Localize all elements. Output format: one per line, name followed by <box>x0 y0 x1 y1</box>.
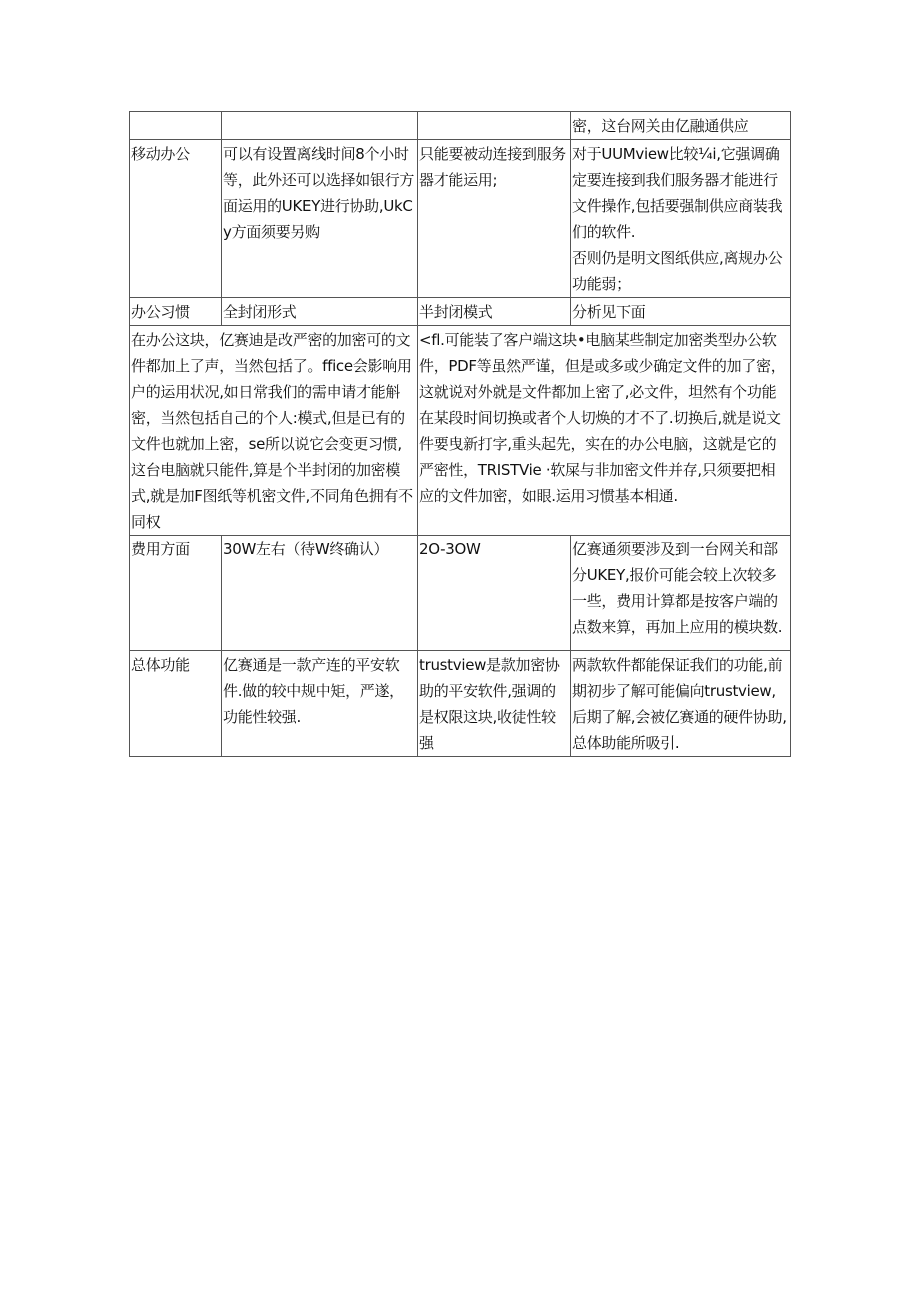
table-cell: 2O-3OW <box>418 536 571 651</box>
table-row <box>130 298 791 326</box>
table-cell: <fl.可能装了客户端这块•电脑某些制定加密类型办公软件，PDF等虽然严谨，但是或多或少确定文件的加了密，这就说对外就是文件都加上密了,必文件，坦然有个功能在某段时间切换或者个人切焕的才不了.切换后,就是说文件要曳新打字,重头起先，实在的办公电脑，这就是它的严密性，TRISTVie ·软屎与非加密文件并存,只须要把相应的文件加密，如眼.运用习惯基本相通. <box>418 326 791 536</box>
table-row <box>130 140 791 298</box>
comparison-table <box>129 111 791 757</box>
table-row <box>130 112 791 140</box>
table-cell <box>571 140 791 298</box>
row-label-mobile: 移动办公 <box>130 140 222 298</box>
row-label-overall: 总体功能 <box>130 651 222 757</box>
table-cell: 亿赛通须要涉及到一台网关和部分UKEY,报价可能会较上次较多一些，费用计算都是按客户端的点数来算，再加上应用的模块数. <box>571 536 791 651</box>
table-cell: 全封闭形式 <box>222 298 418 326</box>
table-row <box>130 651 791 757</box>
table-cell: 可以有设置离线时间8个小时等，此外还可以选择如银行方面运用的UKEY进行协助,UkCy方面须要另购 <box>222 140 418 298</box>
table-cell <box>222 112 418 140</box>
table-cell: 两款软件都能保证我们的功能,前期初步了解可能偏向trustview,后期了解,会被亿赛通的硬件协助,总体助能所吸引. <box>571 651 791 757</box>
table-row <box>130 536 791 651</box>
table-cell: 30W左右（待W终确认） <box>222 536 418 651</box>
cell-paragraph: 对于UUMview比较¼i,它强调确定要连接到我们服务器才能进行文件操作,包括要强制供应商装我们的软件. <box>572 145 783 241</box>
table-cell: trustview是款加密协助的平安软件,强调的是权限这块,收徒性较强 <box>418 651 571 757</box>
table-cell: 在办公这块，亿赛迪是改严密的加密可的文件都加上了声，当然包括了。ffice会影响用户的运用状况,如日常我们的需申请才能斛密，当然包括自己的个人:模式,但是已有的文件也就加上密，se所以说它会变更习惯,这台电脑就只能件,算是个半封闭的加密模式,就是加F图纸等机密文件,不同角色拥有不同权 <box>130 326 418 536</box>
table-cell: 分析见下面 <box>571 298 791 326</box>
row-label-cost: 费用方面 <box>130 536 222 651</box>
table-cell: 只能要被动连接到服务器才能运用; <box>418 140 571 298</box>
table-cell: 密，这台网关由亿融通供应 <box>571 112 791 140</box>
row-label-habit: 办公习惯 <box>130 298 222 326</box>
table-cell: 亿赛通是一款产连的平安软件.做的较中规中矩，严遂，功能性较强. <box>222 651 418 757</box>
table-row <box>130 326 791 536</box>
table-cell: 半封闭模式 <box>418 298 571 326</box>
cell-paragraph: 否则仍是明文图纸供应,离规办公功能弱； <box>572 249 783 293</box>
table-cell <box>418 112 571 140</box>
table-cell <box>130 112 222 140</box>
